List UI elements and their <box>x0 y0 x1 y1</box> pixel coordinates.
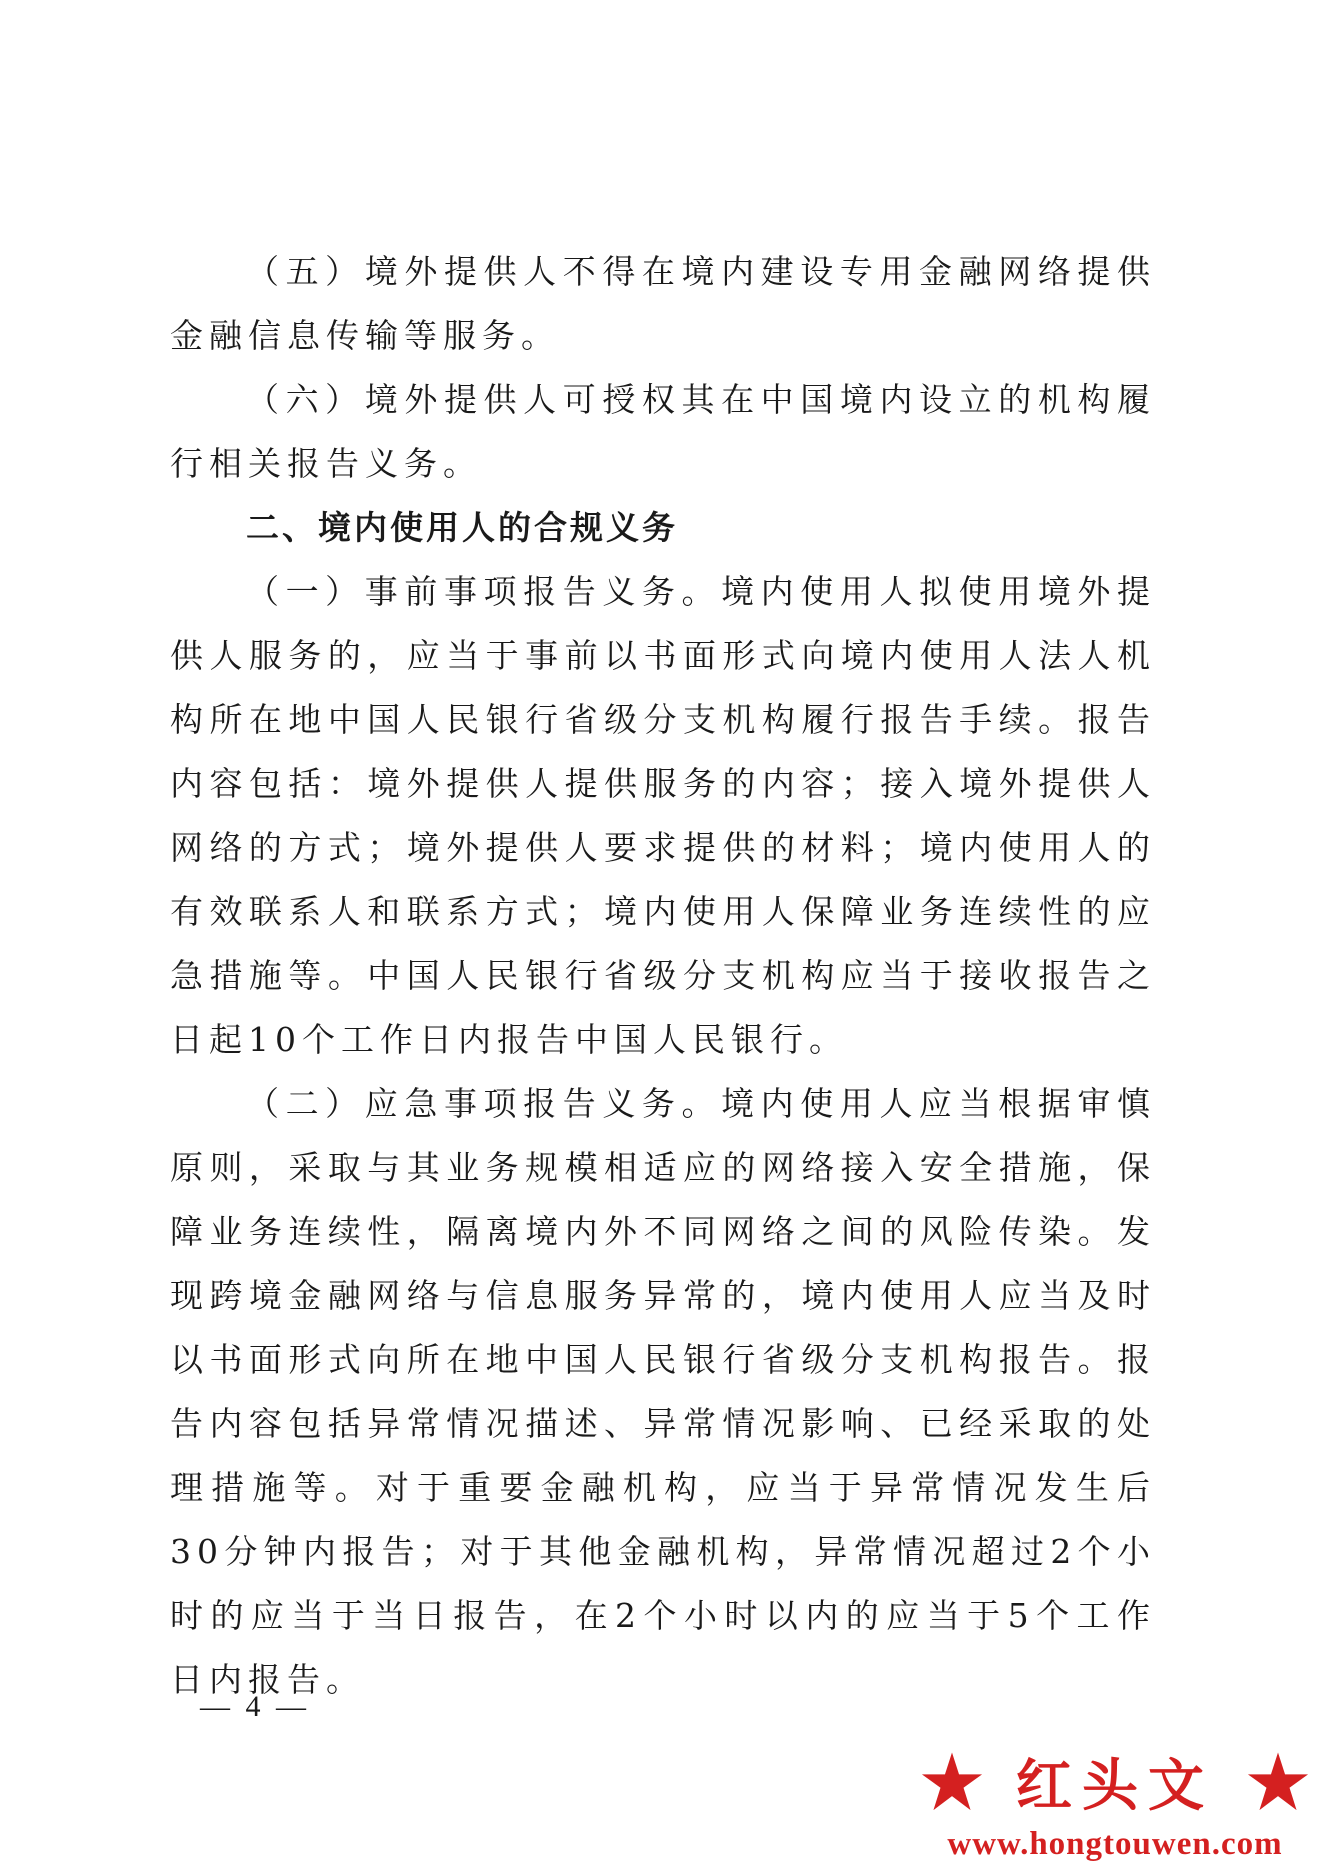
star-icon <box>1246 1750 1310 1814</box>
paragraph-item-5: （五）境外提供人不得在境内建设专用金融网络提供金融信息传输等服务。 <box>170 252 1156 355</box>
watermark <box>920 1742 1310 1860</box>
document-body <box>170 240 1156 1712</box>
page-number: — 4 — <box>200 1690 310 1723</box>
paragraph-item-1: （一）事前事项报告义务。境内使用人拟使用境外提供人服务的，应当于事前以书面形式向境内使用人法人机构所在地中国人民银行省级分支机构履行报告手续。报告内容包括：境外提供人提供服务的内容；接入境外提供人网络的方式；境外提供人要求提供的材料；境内使用人的有效联系人和联系方式；境内使用人保障业务连续性的应急措施等。中国人民银行省级分支机构应当于接收报告之日起10个工作日内报告中国人民银行。 <box>170 572 1156 1059</box>
paragraph-item-2: （二）应急事项报告义务。境内使用人应当根据审慎原则，采取与其业务规模相适应的网络接入安全措施，保障业务连续性，隔离境内外不同网络之间的风险传染。发现跨境金融网络与信息服务异常的，境内使用人应当及时以书面形式向所在地中国人民银行省级分支机构报告。报告内容包括异常情况描述、异常情况影响、已经采取的处理措施等。对于重要金融机构，应当于异常情况发生后30分钟内报告；对于其他金融机构，异常情况超过2个小时的应当于当日报告，在2个小时以内的应当于5个工作日内报告。 <box>170 1084 1156 1699</box>
star-icon <box>920 1750 984 1814</box>
watermark-title-row <box>920 1742 1310 1822</box>
watermark-url: www.hongtouwen.com <box>947 1826 1283 1862</box>
section-heading: 二、境内使用人的合规义务 <box>246 508 678 547</box>
paragraph-item-6: （六）境外提供人可授权其在中国境内设立的机构履行相关报告义务。 <box>170 380 1156 483</box>
watermark-title: 红头文 <box>1016 1753 1214 1819</box>
